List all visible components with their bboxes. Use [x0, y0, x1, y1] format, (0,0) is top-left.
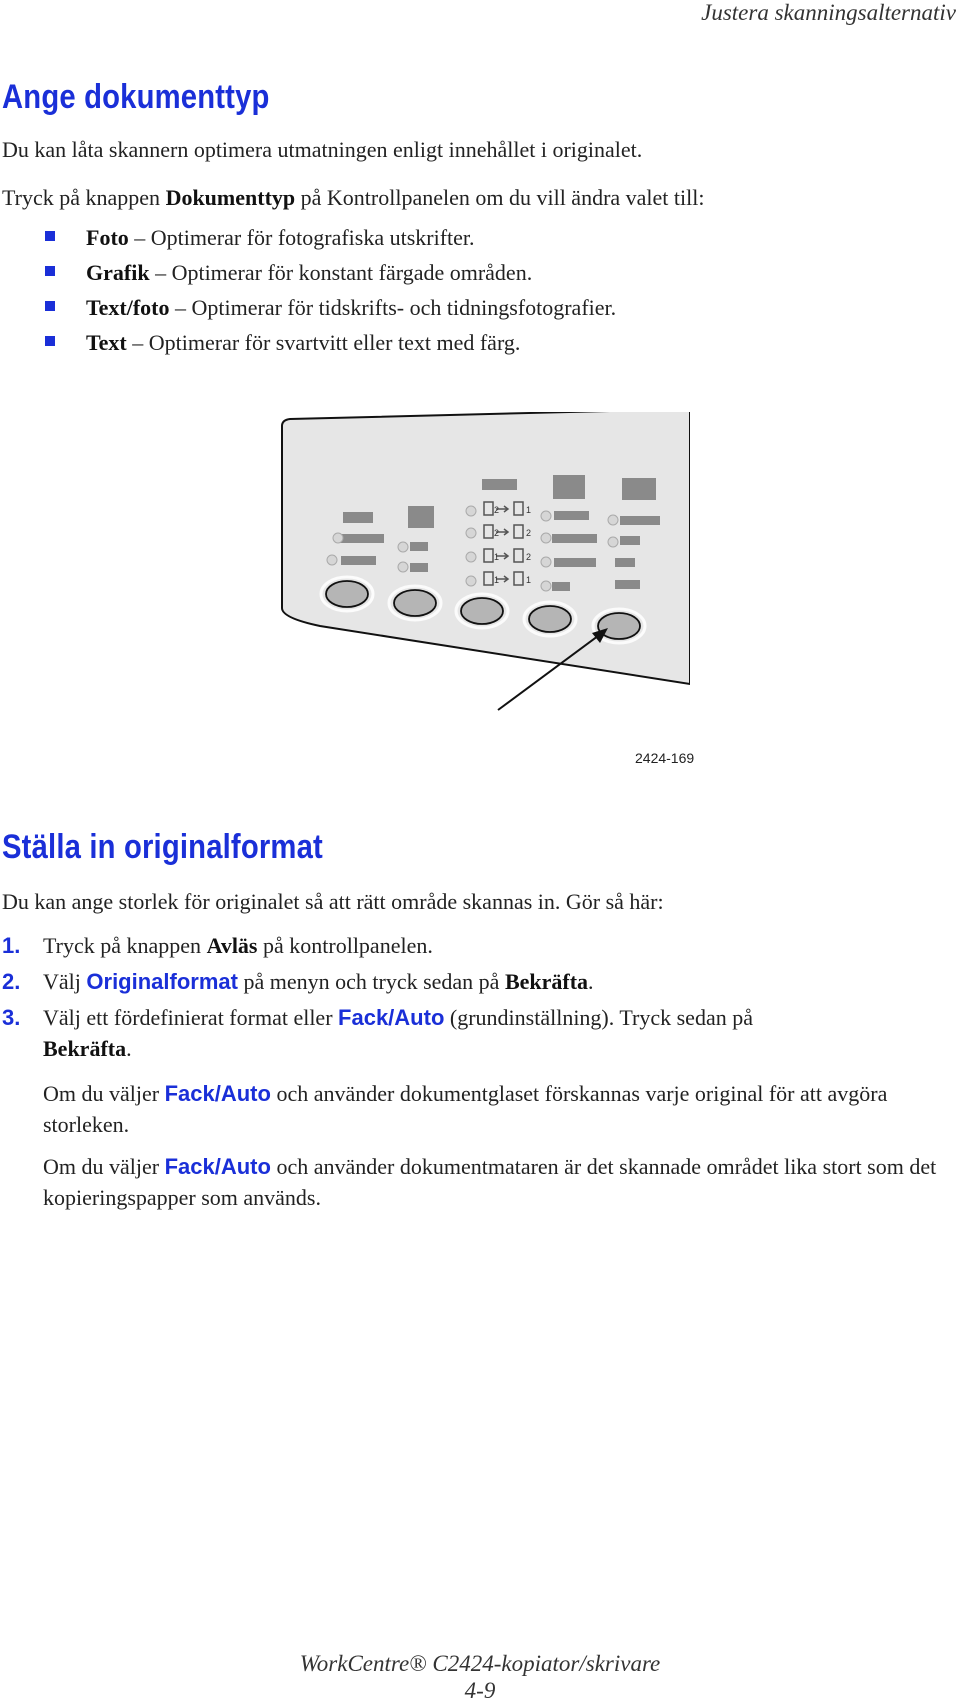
step-3 [2, 1002, 843, 1064]
list-item-term: Foto [86, 225, 129, 250]
list-item-desc: – Optimerar för tidskrifts- och tidningsfotografier. [169, 295, 617, 320]
steps-list [2, 930, 932, 1069]
list-item-photo [45, 224, 616, 259]
confirm-button-name: Bekräfta [504, 969, 589, 994]
instruction-text-post: på Kontrollpanelen om du vill ändra valet till: [295, 185, 705, 210]
step-2 [2, 966, 932, 997]
instruction-paragraph [2, 182, 704, 214]
list-item-term: Text [86, 330, 127, 355]
bullet-square-icon [45, 301, 55, 311]
section-heading-original-format: Ställa in originalformat [2, 828, 323, 866]
menu-item-tray-auto: Fack/Auto [338, 1005, 445, 1030]
step-number: 3. [2, 1005, 21, 1030]
menu-item-tray-auto: Fack/Auto [164, 1081, 271, 1106]
control-panel-drawing [270, 412, 690, 722]
running-header: Justera skanningsalternativ [701, 0, 956, 25]
list-item-term: Grafik [86, 260, 150, 285]
step-text: Välj [43, 969, 87, 994]
list-item-desc: – Optimerar för konstant färgade områden. [149, 260, 533, 285]
icon-label: 2 [526, 552, 532, 562]
icon-label: 1 [526, 505, 532, 515]
note-text: och använder dokumentglaset förskannas varje original för att avgöra storleken. [43, 1081, 888, 1137]
list-item-desc: – Optimerar för svartvitt eller text med färg. [126, 330, 521, 355]
step-number: 1. [2, 933, 21, 958]
figure-label: 2424-169 [635, 750, 695, 766]
confirm-button-name: Bekräfta [43, 1036, 127, 1061]
icon-label: 1 [494, 552, 500, 562]
intro-paragraph: Du kan låta skannern optimera utmatningen enligt innehållet i originalet. [2, 137, 643, 162]
footer-product-name: WorkCentre® C2424-kopiator/skrivare [299, 1651, 661, 1676]
step-text: . [588, 969, 594, 994]
step-text: på kontrollpanelen. [257, 933, 433, 958]
list-item-text [45, 329, 616, 364]
note-document-glass [43, 1078, 943, 1140]
step-text: (grundinställning). Tryck sedan på [444, 1005, 753, 1030]
icon-label: 1 [526, 575, 532, 585]
icon-label: 2 [494, 528, 500, 538]
icon-label: 1 [494, 575, 500, 585]
bullet-square-icon [45, 336, 55, 346]
step-1 [2, 930, 932, 961]
step-text: . [126, 1036, 132, 1061]
menu-item-tray-auto: Fack/Auto [164, 1154, 271, 1179]
footer-page-number: 4-9 [464, 1678, 496, 1703]
list-item-desc: – Optimerar för fotografiska utskrifter. [128, 225, 475, 250]
note-text: Om du väljer [43, 1081, 165, 1106]
document-type-button-name: Dokumenttyp [165, 185, 296, 210]
step-text: Välj ett fördefinierat format eller [43, 1005, 339, 1030]
scan-button-name: Avläs [206, 933, 258, 958]
bullet-square-icon [45, 231, 55, 241]
note-document-feeder [43, 1151, 943, 1213]
step-number: 2. [2, 969, 21, 994]
instruction-text-pre: Tryck på knappen [2, 185, 166, 210]
note-text: och använder dokumentmataren är det skannade området lika stort som det kopieringspapper som används. [43, 1154, 937, 1210]
step-text: på menyn och tryck sedan på [237, 969, 505, 994]
list-item-term: Text/foto [86, 295, 170, 320]
list-item-text-photo [45, 294, 616, 329]
step-text: Tryck på knappen [43, 933, 207, 958]
list-item-graphics [45, 259, 616, 294]
note-text: Om du väljer [43, 1154, 165, 1179]
bullet-square-icon [45, 266, 55, 276]
icon-label: 2 [494, 505, 500, 515]
control-panel-illustration [270, 412, 690, 727]
section2-intro-paragraph: Du kan ange storlek för originalet så att rätt område skannas in. Gör så här: [2, 889, 664, 914]
menu-item-original-format: Originalformat [86, 969, 238, 994]
section-heading-document-type: Ange dokumenttyp [2, 78, 270, 116]
icon-label: 2 [526, 528, 532, 538]
page-footer [0, 1650, 960, 1704]
document-type-list [45, 224, 616, 364]
